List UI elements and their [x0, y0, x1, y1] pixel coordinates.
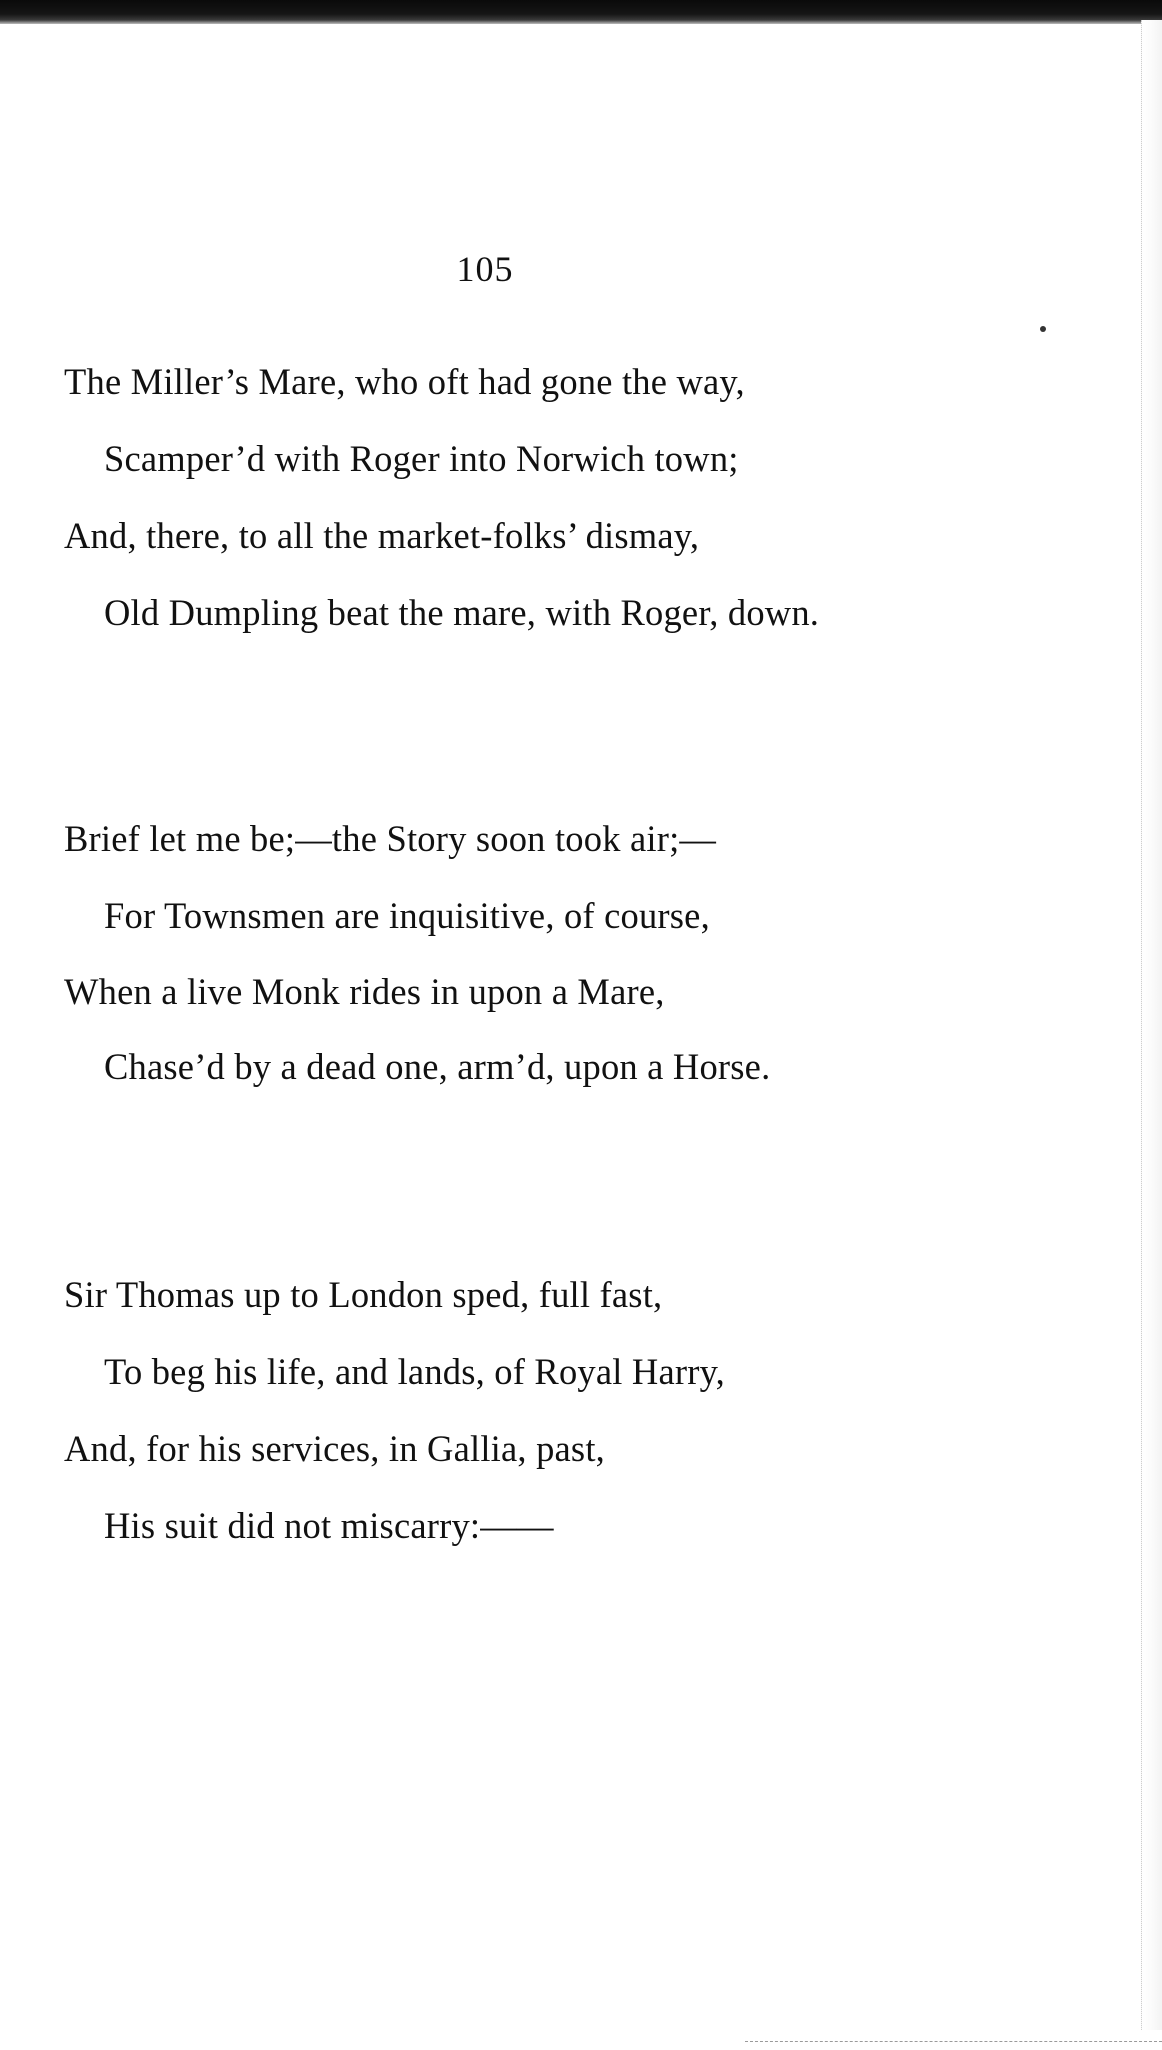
ink-speck — [1040, 326, 1046, 332]
page-bottom-edge — [745, 2041, 1162, 2044]
verse-line: The Miller’s Mare, who oft had gone the way, — [64, 361, 745, 402]
verse-line: To beg his life, and lands, of Royal Harry, — [104, 1351, 725, 1392]
verse-line: Scamper’d with Roger into Norwich town; — [104, 438, 739, 479]
verse-line: Brief let me be;—the Story soon took air;— — [64, 818, 717, 859]
verse-line: When a live Monk rides in upon a Mare, — [64, 971, 665, 1012]
verse-line: Sir Thomas up to London sped, full fast, — [64, 1274, 663, 1315]
verse-line: For Townsmen are inquisitive, of course, — [104, 895, 710, 936]
verse-line: And, for his services, in Gallia, past, — [64, 1428, 605, 1469]
verse-line: His suit did not miscarry:—— — [104, 1505, 554, 1546]
verse-line: Old Dumpling beat the mare, with Roger, down. — [104, 592, 820, 633]
verse-line: And, there, to all the market-folks’ dismay, — [64, 515, 700, 556]
page-number: 105 — [456, 249, 514, 289]
page-top-edge-shadow — [0, 0, 1162, 24]
verse-line: Chase’d by a dead one, arm’d, upon a Horse. — [104, 1046, 771, 1087]
page-right-edge — [1141, 20, 1162, 2030]
